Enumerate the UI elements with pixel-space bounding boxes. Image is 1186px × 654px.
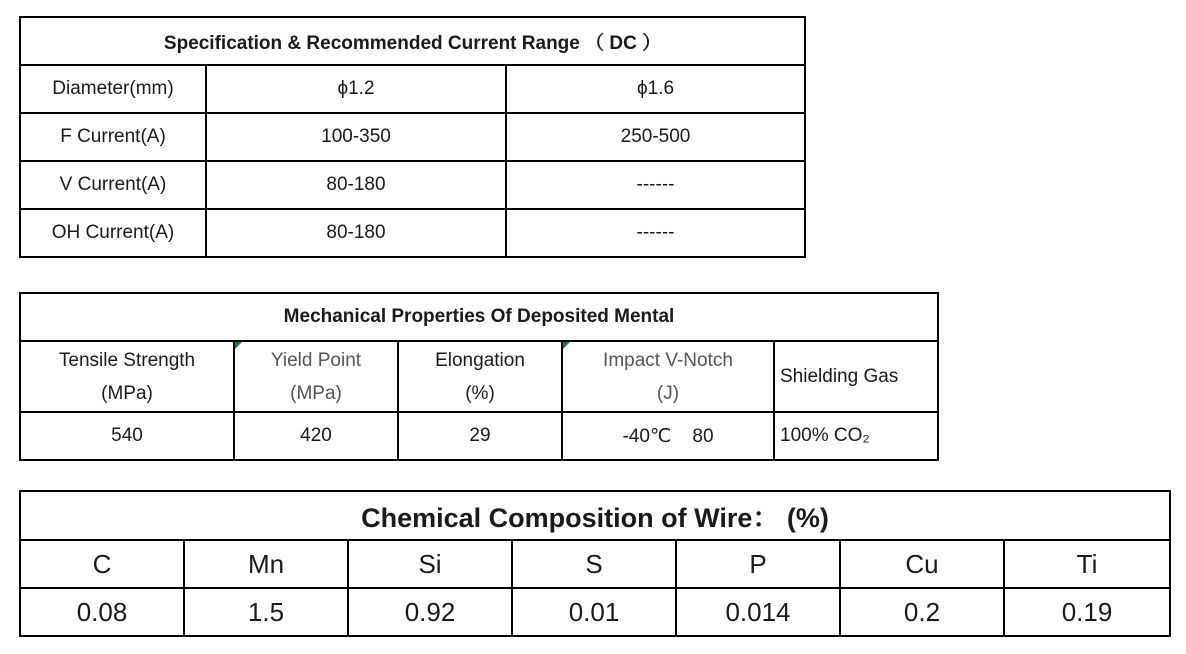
header-line1: Yield Point bbox=[270, 349, 362, 371]
cell-value: -40℃ 80 bbox=[562, 412, 774, 460]
element-header: Si bbox=[348, 540, 512, 588]
row-label: Diameter(mm) bbox=[20, 65, 206, 113]
specification-table bbox=[19, 16, 806, 258]
header-line1: Elongation bbox=[435, 349, 525, 371]
table-row bbox=[20, 161, 805, 209]
cell-value: 80-180 bbox=[206, 209, 506, 257]
cell-value: 250-500 bbox=[506, 113, 805, 161]
table-row bbox=[20, 65, 805, 113]
element-header: Ti bbox=[1004, 540, 1170, 588]
cell-value: 29 bbox=[398, 412, 562, 460]
table-row bbox=[20, 209, 805, 257]
cell-value: 0.08 bbox=[20, 588, 184, 636]
cell-value: 1.5 bbox=[184, 588, 348, 636]
cell-value: 420 bbox=[234, 412, 398, 460]
chemical-composition-table bbox=[19, 490, 1171, 637]
cell-value: 0.19 bbox=[1004, 588, 1170, 636]
cell-value: ------ bbox=[506, 161, 805, 209]
header-line2: (MPa) bbox=[290, 382, 342, 404]
element-header: Cu bbox=[840, 540, 1004, 588]
row-label: F Current(A) bbox=[20, 113, 206, 161]
cell-value: ϕ1.2 bbox=[206, 65, 506, 113]
header-tensile-strength bbox=[20, 341, 234, 412]
mech-table-title: Mechanical Properties Of Deposited Mental bbox=[20, 293, 938, 341]
cell-value: 0.92 bbox=[348, 588, 512, 636]
spec-table-title: Specification & Recommended Current Range （ DC ） bbox=[20, 17, 805, 65]
row-label: V Current(A) bbox=[20, 161, 206, 209]
header-line1: Tensile Strength bbox=[58, 349, 196, 371]
cell-value: 0.2 bbox=[840, 588, 1004, 636]
header-impact-v-notch bbox=[562, 341, 774, 412]
header-line1: Impact V-Notch bbox=[603, 349, 733, 371]
header-elongation bbox=[398, 341, 562, 412]
table-row bbox=[20, 588, 1170, 636]
cell-value: 80-180 bbox=[206, 161, 506, 209]
header-yield-point bbox=[234, 341, 398, 412]
mechanical-properties-table bbox=[19, 292, 939, 461]
header-line2: (MPa) bbox=[101, 382, 153, 404]
header-shielding-gas bbox=[774, 341, 938, 412]
cell-value: ------ bbox=[506, 209, 805, 257]
chem-table-title: Chemical Composition of Wire： (%) bbox=[20, 491, 1170, 540]
table-row bbox=[20, 412, 938, 460]
table-row bbox=[20, 113, 805, 161]
element-header: P bbox=[676, 540, 840, 588]
row-label: OH Current(A) bbox=[20, 209, 206, 257]
cell-value: 0.014 bbox=[676, 588, 840, 636]
table-header-row bbox=[20, 341, 938, 412]
element-header: S bbox=[512, 540, 676, 588]
cell-value: 0.01 bbox=[512, 588, 676, 636]
table-header-row bbox=[20, 540, 1170, 588]
cell-value: 100% CO₂ bbox=[774, 412, 938, 460]
header-line2: (%) bbox=[465, 382, 495, 404]
cell-value: ϕ1.6 bbox=[506, 65, 805, 113]
element-header: C bbox=[20, 540, 184, 588]
element-header: Mn bbox=[184, 540, 348, 588]
header-line2: (J) bbox=[656, 382, 680, 404]
cell-value: 100-350 bbox=[206, 113, 506, 161]
header-line1: Shielding Gas bbox=[780, 366, 899, 387]
cell-value: 540 bbox=[20, 412, 234, 460]
